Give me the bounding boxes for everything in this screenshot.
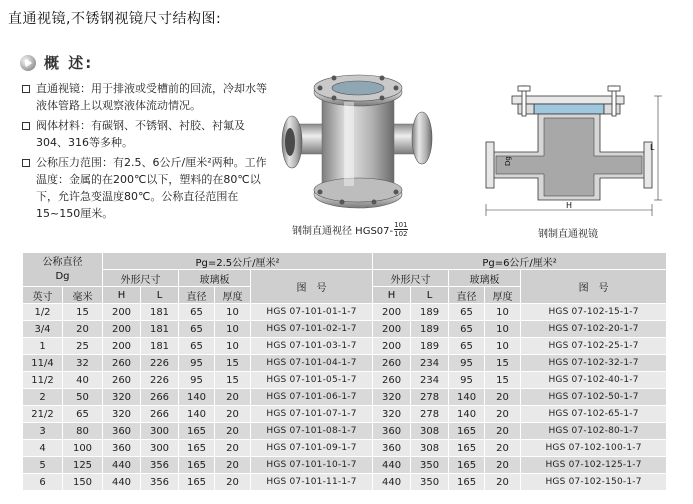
header-h: H (103, 287, 141, 304)
cell-h: 440 (103, 457, 141, 474)
cell-glass-thickness: 20 (215, 423, 251, 440)
checkbox-bullet-icon (22, 85, 30, 93)
cell-glass-diameter: 65 (449, 304, 485, 321)
header-l: L (141, 287, 179, 304)
cell-drawing-no: HGS 07-102-80-1-7 (521, 423, 667, 440)
cell-inch: 21/2 (23, 406, 63, 423)
cell-l: 308 (411, 423, 449, 440)
cell-glass-thickness: 20 (485, 474, 521, 491)
cell-drawing-no: HGS 07-101-06-1-7 (251, 389, 373, 406)
cell-mm: 80 (63, 423, 103, 440)
table-row (23, 389, 667, 406)
arrow-right-icon (20, 55, 36, 71)
cell-glass-diameter: 140 (179, 389, 215, 406)
cell-drawing-no: HGS 07-102-100-1-7 (521, 440, 667, 457)
cell-l: 234 (411, 372, 449, 389)
list-item (22, 154, 272, 222)
header-glass-plate: 玻璃板 (179, 270, 251, 287)
cell-mm: 20 (63, 321, 103, 338)
cell-glass-diameter: 95 (449, 372, 485, 389)
list-item (22, 117, 272, 151)
header-thickness: 厚度 (485, 287, 521, 304)
cell-glass-thickness: 20 (215, 389, 251, 406)
cell-l: 350 (411, 457, 449, 474)
cell-l: 356 (141, 457, 179, 474)
header-diameter: 直径 (179, 287, 215, 304)
cell-glass-diameter: 65 (179, 304, 215, 321)
table-row (23, 474, 667, 491)
cell-glass-diameter: 140 (449, 389, 485, 406)
cell-h: 360 (373, 440, 411, 457)
cell-h: 440 (373, 457, 411, 474)
spec-table (22, 252, 667, 491)
cell-glass-diameter: 65 (179, 321, 215, 338)
sight-glass-drawing (482, 82, 662, 222)
cell-glass-diameter: 65 (449, 338, 485, 355)
fraction-top: 101 (394, 221, 408, 229)
cell-glass-diameter: 140 (179, 406, 215, 423)
cell-l: 181 (141, 304, 179, 321)
fraction-bottom: 102 (394, 230, 408, 238)
cell-glass-diameter: 165 (179, 457, 215, 474)
cell-h: 200 (103, 338, 141, 355)
table-row (23, 457, 667, 474)
table-row (23, 338, 667, 355)
cell-drawing-no: HGS 07-102-40-1-7 (521, 372, 667, 389)
header-l: L (411, 287, 449, 304)
cell-drawing-no: HGS 07-101-01-1-7 (251, 304, 373, 321)
spec-text: 阀体材料：有碳钢、不锈钢、衬胶、衬氟及304、316等多种。 (36, 119, 245, 149)
cell-glass-diameter: 95 (449, 355, 485, 372)
cell-h: 200 (373, 304, 411, 321)
cell-h: 200 (103, 321, 141, 338)
cell-drawing-no: HGS 07-102-32-1-7 (521, 355, 667, 372)
cell-drawing-no: HGS 07-102-65-1-7 (521, 406, 667, 423)
cell-glass-thickness: 20 (215, 440, 251, 457)
cell-l: 278 (411, 389, 449, 406)
dimension-h-label: H (566, 201, 573, 210)
cell-glass-thickness: 10 (215, 338, 251, 355)
table-row (23, 440, 667, 457)
cell-glass-thickness: 20 (215, 406, 251, 423)
cell-glass-diameter: 165 (449, 440, 485, 457)
table-row (23, 406, 667, 423)
cell-h: 260 (373, 372, 411, 389)
table-row (23, 423, 667, 440)
table-header-row (23, 253, 667, 270)
photo-caption (292, 221, 408, 238)
cell-glass-thickness: 20 (485, 423, 521, 440)
cell-h: 440 (373, 474, 411, 491)
header-glass-plate: 玻璃板 (449, 270, 521, 287)
cell-mm: 125 (63, 457, 103, 474)
cell-glass-thickness: 10 (215, 304, 251, 321)
cell-glass-thickness: 15 (485, 372, 521, 389)
cell-glass-thickness: 15 (215, 355, 251, 372)
header-diameter: 直径 (449, 287, 485, 304)
cell-l: 234 (411, 355, 449, 372)
overview-heading (20, 52, 93, 73)
header-drawing-no: 图 号 (521, 270, 667, 304)
spec-text: 直通视镜：用于排液或受槽前的回流，冷却水等液体管路上以观察液体流动情况。 (36, 82, 267, 112)
cell-inch: 3 (23, 423, 63, 440)
cell-h: 320 (373, 406, 411, 423)
cell-glass-thickness: 20 (215, 474, 251, 491)
overview-title: 概 述: (44, 54, 94, 72)
overview-list (22, 80, 272, 222)
cell-drawing-no: HGS 07-101-07-1-7 (251, 406, 373, 423)
cell-glass-thickness: 20 (485, 457, 521, 474)
table-row (23, 355, 667, 372)
cell-h: 360 (103, 423, 141, 440)
cell-h: 360 (373, 423, 411, 440)
table-body (23, 304, 667, 491)
cell-l: 300 (141, 440, 179, 457)
cell-inch: 1 (23, 338, 63, 355)
cell-glass-diameter: 65 (179, 338, 215, 355)
cell-drawing-no: HGS 07-102-20-1-7 (521, 321, 667, 338)
cell-inch: 4 (23, 440, 63, 457)
drawing-caption: 钢制直通视镜 (538, 229, 598, 240)
cell-drawing-no: HGS 07-102-50-1-7 (521, 389, 667, 406)
photo-caption-fraction (394, 221, 407, 238)
cell-glass-thickness: 20 (485, 440, 521, 457)
cell-l: 189 (411, 338, 449, 355)
cell-glass-diameter: 165 (449, 474, 485, 491)
cell-mm: 32 (63, 355, 103, 372)
cell-drawing-no: HGS 07-101-04-1-7 (251, 355, 373, 372)
cell-drawing-no: HGS 07-101-09-1-7 (251, 440, 373, 457)
checkbox-bullet-icon (22, 122, 30, 130)
cell-glass-thickness: 15 (485, 355, 521, 372)
cell-h: 360 (103, 440, 141, 457)
cell-h: 440 (103, 474, 141, 491)
cell-h: 320 (103, 389, 141, 406)
header-mm: 毫米 (63, 287, 103, 304)
cell-drawing-no: HGS 07-102-150-1-7 (521, 474, 667, 491)
cell-l: 266 (141, 389, 179, 406)
cell-drawing-no: HGS 07-102-15-1-7 (521, 304, 667, 321)
page-title: 直通视镜,不锈钢视镜尺寸结构图: (8, 11, 222, 27)
cell-mm: 50 (63, 389, 103, 406)
cell-l: 350 (411, 474, 449, 491)
cell-glass-thickness: 20 (215, 457, 251, 474)
dimension-dg-label: Dg (504, 156, 512, 166)
cell-glass-diameter: 165 (179, 440, 215, 457)
header-pg25: Pg=2.5公斤/厘米² (103, 253, 373, 270)
cell-h: 260 (103, 372, 141, 389)
cell-l: 278 (411, 406, 449, 423)
header-outer-size: 外形尺寸 (103, 270, 179, 287)
cell-glass-diameter: 165 (179, 474, 215, 491)
cell-mm: 15 (63, 304, 103, 321)
table-row (23, 372, 667, 389)
cell-inch: 5 (23, 457, 63, 474)
dimension-l-label: L (650, 143, 655, 152)
cell-l: 226 (141, 372, 179, 389)
cell-drawing-no: HGS 07-101-08-1-7 (251, 423, 373, 440)
cell-inch: 3/4 (23, 321, 63, 338)
cell-glass-thickness: 10 (485, 304, 521, 321)
cell-drawing-no: HGS 07-101-02-1-7 (251, 321, 373, 338)
cell-h: 260 (373, 355, 411, 372)
cell-drawing-no: HGS 07-101-05-1-7 (251, 372, 373, 389)
cell-l: 226 (141, 355, 179, 372)
cell-l: 181 (141, 321, 179, 338)
list-item (22, 80, 272, 114)
cell-glass-thickness: 10 (485, 321, 521, 338)
cell-glass-diameter: 95 (179, 372, 215, 389)
cell-glass-thickness: 10 (215, 321, 251, 338)
cell-glass-diameter: 140 (449, 406, 485, 423)
cell-drawing-no: HGS 07-101-10-1-7 (251, 457, 373, 474)
checkbox-bullet-icon (22, 159, 30, 167)
cell-l: 189 (411, 321, 449, 338)
cell-inch: 1/2 (23, 304, 63, 321)
header-thickness: 厚度 (215, 287, 251, 304)
header-h: H (373, 287, 411, 304)
cell-h: 320 (373, 389, 411, 406)
cell-mm: 40 (63, 372, 103, 389)
cell-mm: 150 (63, 474, 103, 491)
spec-text: 公称压力范围：有2.5、6公斤/厘米²两种。工作温度：金属的在200℃以下，塑料的在80℃以下，允许急变温度80℃。公称直径范围在15~150厘米。 (36, 156, 267, 220)
cell-glass-diameter: 65 (449, 321, 485, 338)
cell-l: 300 (141, 423, 179, 440)
cell-drawing-no: HGS 07-101-11-1-7 (251, 474, 373, 491)
cell-glass-thickness: 15 (215, 372, 251, 389)
cell-glass-diameter: 165 (449, 457, 485, 474)
header-drawing-no: 图 号 (251, 270, 373, 304)
cell-h: 200 (103, 304, 141, 321)
sight-glass-photo (272, 62, 442, 222)
table-row (23, 304, 667, 321)
cell-h: 260 (103, 355, 141, 372)
cell-l: 181 (141, 338, 179, 355)
cell-glass-diameter: 165 (449, 423, 485, 440)
cell-glass-diameter: 95 (179, 355, 215, 372)
cell-h: 200 (373, 321, 411, 338)
cell-glass-diameter: 165 (179, 423, 215, 440)
cell-h: 200 (373, 338, 411, 355)
cell-drawing-no: HGS 07-102-25-1-7 (521, 338, 667, 355)
cell-drawing-no: HGS 07-101-03-1-7 (251, 338, 373, 355)
header-pg6: Pg=6公斤/厘米² (373, 253, 667, 270)
table-row (23, 321, 667, 338)
cell-inch: 11/2 (23, 372, 63, 389)
header-outer-size: 外形尺寸 (373, 270, 449, 287)
cell-mm: 100 (63, 440, 103, 457)
header-inch: 英寸 (23, 287, 63, 304)
cell-inch: 2 (23, 389, 63, 406)
cell-mm: 65 (63, 406, 103, 423)
table-header-row (23, 270, 667, 287)
photo-caption-text: 钢制直通视径 HGS07- (292, 226, 394, 237)
cell-h: 320 (103, 406, 141, 423)
cell-drawing-no: HGS 07-102-125-1-7 (521, 457, 667, 474)
cell-l: 266 (141, 406, 179, 423)
cell-inch: 6 (23, 474, 63, 491)
cell-l: 189 (411, 304, 449, 321)
cell-inch: 11/4 (23, 355, 63, 372)
cell-glass-thickness: 20 (485, 406, 521, 423)
cell-l: 308 (411, 440, 449, 457)
header-nominal: 公称直径 Dg (23, 253, 103, 287)
cell-glass-thickness: 20 (485, 389, 521, 406)
cell-mm: 25 (63, 338, 103, 355)
cell-glass-thickness: 10 (485, 338, 521, 355)
cell-l: 356 (141, 474, 179, 491)
